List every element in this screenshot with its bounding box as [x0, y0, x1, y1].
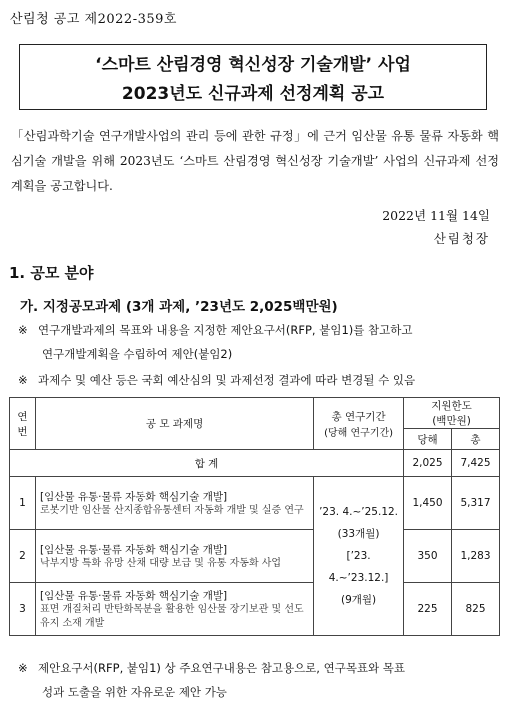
note-text: 과제수 및 예산 등은 국회 예산심의 및 과제선정 결과에 따라 변경될 수 있음	[38, 373, 416, 387]
intro-paragraph: 「산림과학기술 연구개발사업의 관리 등에 관한 규정」에 근거 임산물 유통 물류 자동화 핵심기술 개발을 위해 2023년도 ‘스마트 산림경영 혁신성장 기술개발’ 사업의 신규과제 선정계획을 공고합니다.	[11, 129, 499, 193]
header-period-sub: (당해 연구기간)	[324, 427, 394, 439]
title-line-2: 2023년도 신규과제 선정계획 공고	[121, 84, 385, 104]
footnote-mark: ※	[18, 661, 28, 675]
row-desc: 낙부지방 특화 유망 산채 대량 보급 및 유통 자동화 사업	[39, 557, 282, 569]
period-total: ’23. 4.~’25.12.	[319, 506, 399, 518]
table-row	[10, 530, 500, 583]
header-budget-main: 지원한도	[431, 400, 472, 412]
row-no: 3	[10, 583, 36, 636]
header-period-main: 총 연구기간	[331, 410, 386, 423]
footnote-line-1: 제안요구서(RFP, 붙임1) 상 주요연구내용은 참고용으로, 연구목표와 목표	[38, 661, 406, 675]
notice-date: 2022년 11월 14일	[382, 208, 490, 223]
row-total: 1,283	[452, 530, 500, 583]
note-mark: ※	[18, 373, 28, 387]
row-current: 225	[404, 583, 452, 636]
footnote	[18, 656, 405, 704]
row-desc: 표면 개질처리 반탄화목분을 활용한 임산물 장기보관 및 선도유지 소재 개발	[39, 603, 304, 629]
period-current-months: (9개월)	[340, 594, 377, 606]
row-title: [임산물 유통·물류 자동화 핵심기술 개발]	[39, 589, 228, 602]
sum-row	[10, 450, 500, 477]
sum-label: 합 계	[10, 450, 404, 477]
row-title: [임산물 유통·물류 자동화 핵심기술 개발]	[39, 490, 228, 503]
header-current: 당해	[404, 429, 452, 450]
note-budget	[18, 368, 415, 392]
row-project	[35, 583, 313, 636]
sum-current: 2,025	[404, 450, 452, 477]
note-text-line-1: 연구개발과제의 목표와 내용을 지정한 제안요구서(RFP, 붙임1)를 참고하고	[38, 323, 413, 337]
notice-number: 산림청 공고 제2022-359호	[10, 12, 177, 27]
header-budget	[404, 398, 500, 429]
note-rfp	[18, 318, 412, 366]
row-project	[35, 530, 313, 583]
issuing-organization: 산림청장	[433, 231, 490, 246]
sum-total: 7,425	[452, 450, 500, 477]
period-cell	[314, 477, 404, 636]
table-row	[10, 583, 500, 636]
period-total-months: (33개월)	[337, 528, 380, 540]
row-title: [임산물 유통·물류 자동화 핵심기술 개발]	[39, 543, 228, 556]
header-period	[314, 398, 404, 450]
row-total: 825	[452, 583, 500, 636]
header-name: 공 모 과제명	[35, 398, 313, 450]
note-mark: ※	[18, 323, 28, 337]
row-no: 1	[10, 477, 36, 530]
row-current: 1,450	[404, 477, 452, 530]
note-text-line-2: 연구개발계획을 수립하여 제안(붙임2)	[42, 347, 233, 361]
row-project	[35, 477, 313, 530]
table-row	[10, 477, 500, 530]
header-no: 연번	[10, 398, 36, 450]
header-total: 총	[452, 429, 500, 450]
header-budget-sub: (백만원)	[432, 415, 471, 427]
title-box	[19, 44, 487, 110]
section-heading: 1. 공모 분야	[9, 264, 94, 282]
period-current: [’23. 4.~’23.12.]	[328, 550, 389, 584]
row-total: 5,317	[452, 477, 500, 530]
row-no: 2	[10, 530, 36, 583]
row-current: 350	[404, 530, 452, 583]
row-desc: 로봇기반 임산물 산지종합유통센터 자동화 개발 및 실증 연구	[39, 504, 304, 516]
project-table	[9, 397, 500, 636]
title-line-1: ‘스마트 산림경영 혁신성장 기술개발’ 사업	[95, 55, 411, 75]
footnote-line-2: 성과 도출을 위한 자유로운 제안 가능	[42, 685, 227, 699]
subsection-heading: 가. 지정공모과제 (3개 과제, ’23년도 2,025백만원)	[20, 299, 338, 315]
